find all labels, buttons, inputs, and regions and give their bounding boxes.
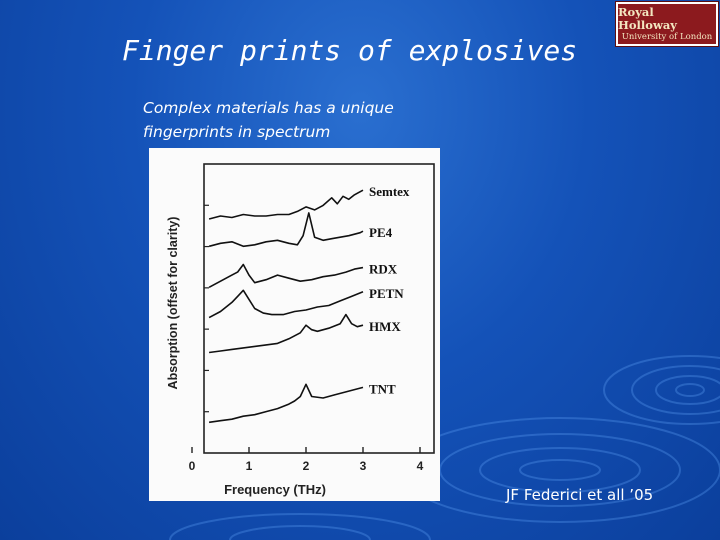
x-tick-label: 1 — [245, 459, 253, 473]
series-line-semtex — [209, 190, 363, 219]
series-label-hmx: HMX — [369, 319, 401, 335]
series-label-pe4: PE4 — [369, 225, 393, 241]
logo-name: Royal Holloway — [618, 4, 677, 32]
subtitle-line-2: fingerprints in spectrum — [143, 123, 331, 141]
citation: JF Federici et all ’05 — [506, 486, 654, 504]
x-tick-label: 0 — [188, 459, 196, 473]
slide-subtitle — [143, 96, 463, 144]
series-line-tnt — [209, 384, 363, 422]
x-tick-label: 3 — [359, 459, 367, 473]
series-line-petn — [209, 290, 363, 317]
subtitle-line-1: Complex materials has a unique — [143, 99, 394, 117]
series-label-rdx: RDX — [369, 261, 398, 277]
x-axis-label: Frequency (THz) — [224, 482, 326, 497]
series-label-semtex: Semtex — [369, 184, 410, 200]
series-line-rdx — [209, 265, 363, 288]
series-line-hmx — [209, 315, 363, 353]
logo-university: University of London — [621, 31, 713, 42]
x-tick-label: 2 — [302, 459, 310, 473]
spectrum-figure — [149, 148, 440, 501]
absorption-spectrum-chart — [149, 148, 440, 501]
royal-holloway-logo — [616, 2, 718, 46]
x-tick-label: 4 — [416, 459, 424, 473]
y-axis-label: Absorption (offset for clarity) — [166, 216, 180, 390]
series-label-tnt: TNT — [369, 381, 396, 397]
slide-title: Finger prints of explosives — [122, 34, 578, 67]
series-label-petn: PETN — [369, 285, 404, 301]
